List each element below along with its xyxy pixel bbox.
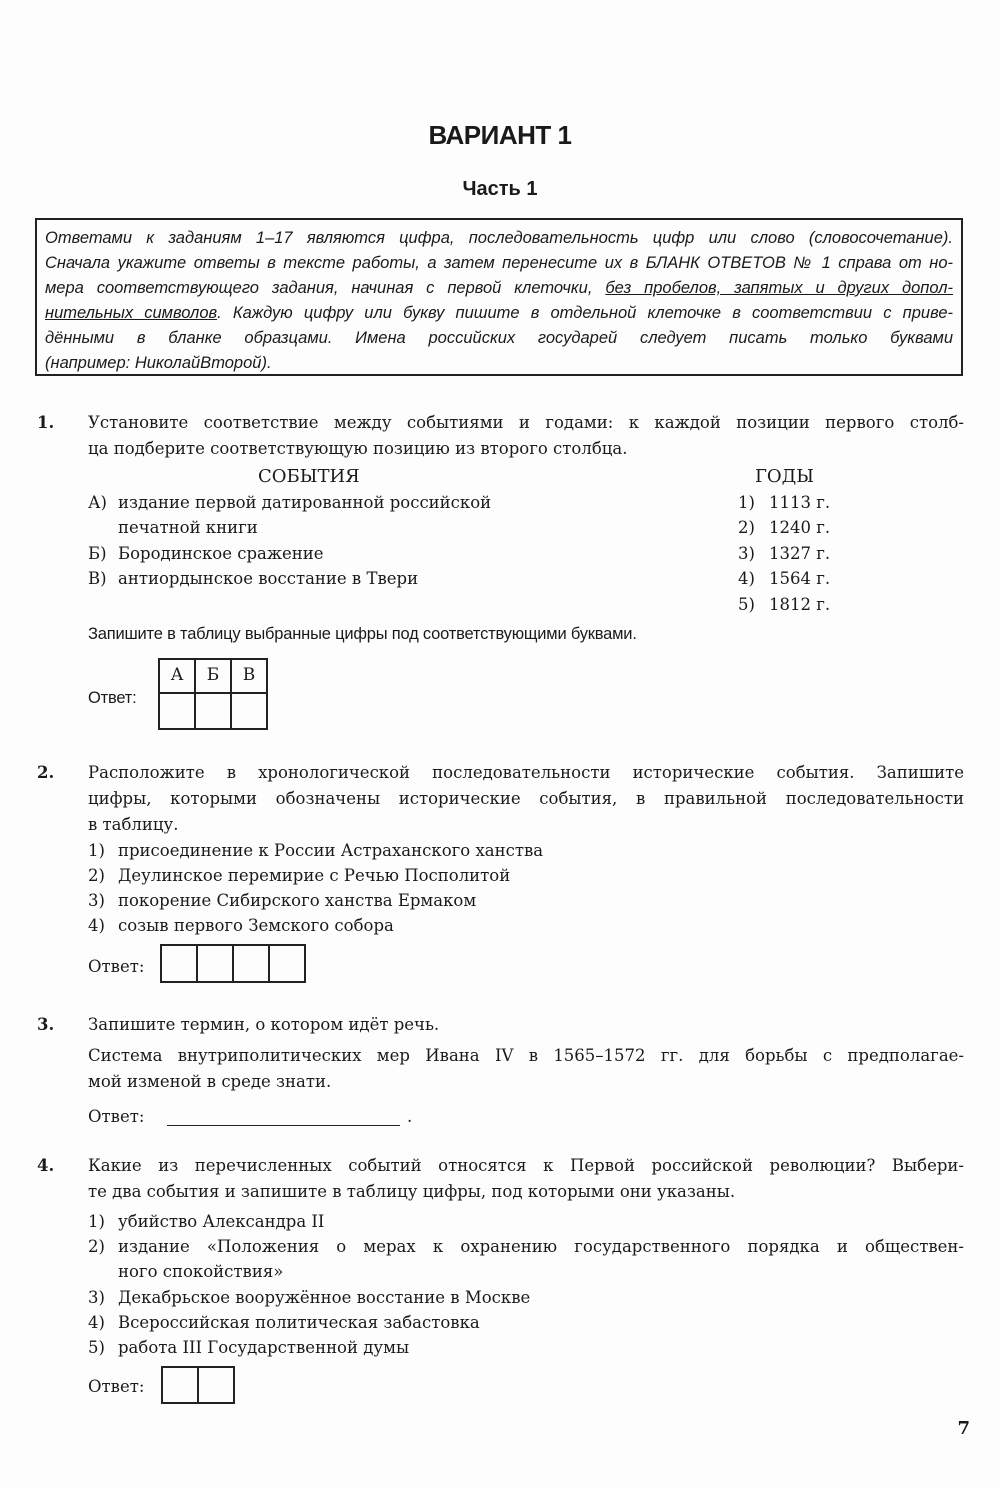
question-number: 1. [37, 413, 55, 432]
instruction-line: (например: НиколайВторой). [45, 354, 272, 372]
year-label: 4) [738, 569, 755, 588]
answer-label: Ответ: [88, 1107, 145, 1126]
option-text: работа III Государственной думы [118, 1338, 410, 1357]
answer-table-sequence [160, 944, 306, 983]
question-text: в таблицу. [88, 815, 179, 834]
year-value: 1564 г. [769, 569, 831, 588]
question-text: ца подберите соответствующую позицию из второго столбца. [88, 439, 628, 458]
answer-header-b: Б [195, 659, 231, 693]
instruction-underlined: без пробелов, запятых и других допол- [605, 279, 953, 297]
year-label: 1) [738, 493, 755, 512]
years-header: ГОДЫ [755, 466, 815, 487]
question-text: Система внутриполитических мер Ивана IV в 1565–1572 гг. для борьбы с предполагае- [88, 1046, 964, 1065]
question-number: 4. [37, 1156, 55, 1175]
instructions-box [35, 218, 963, 376]
option-label: 2) [88, 1237, 105, 1256]
option-text: покорение Сибирского ханства Ермаком [118, 891, 477, 910]
option-label: 3) [88, 891, 105, 910]
option-text: убийство Александра II [118, 1212, 325, 1231]
answer-header-a: А [159, 659, 195, 693]
question-text: те два события и запишите в таблицу цифры, под которыми они указаны. [88, 1182, 736, 1201]
question-text: Какие из перечисленных событий относятся к Первой российской революции? Выбери- [88, 1156, 964, 1175]
variant-title: ВАРИАНТ 1 [428, 120, 572, 150]
event-label: А) [88, 493, 107, 512]
option-text: присоединение к России Астраханского ханства [118, 841, 544, 860]
instruction-line: дёнными в бланке образцами. Имена российских государей следует писать только буквами [45, 329, 953, 347]
answer-cell-b[interactable] [195, 693, 231, 729]
event-label: В) [88, 569, 107, 588]
question-text: мой изменой в среде знати. [88, 1072, 332, 1091]
instruction-line: Ответами к заданиям 1–17 являются цифра, последовательность цифр или слово (словосочетание). [45, 229, 953, 247]
question-number: 2. [37, 763, 55, 782]
answer-cell[interactable] [162, 1367, 198, 1403]
year-value: 1327 г. [769, 544, 831, 563]
option-text: издание «Положения о мерах к охранению государственного порядка и обществен- [118, 1237, 964, 1256]
year-value: 1113 г. [769, 493, 831, 512]
event-label: Б) [88, 544, 107, 563]
answer-input-line[interactable] [167, 1102, 400, 1126]
answer-table-abv [158, 658, 268, 730]
option-text: созыв первого Земского собора [118, 916, 394, 935]
question-number: 3. [37, 1015, 55, 1034]
option-text: Всероссийская политическая забастовка [118, 1313, 480, 1332]
event-text: антиордынское восстание в Твери [118, 569, 419, 588]
answer-label: Ответ: [88, 1377, 145, 1396]
option-label: 1) [88, 1212, 105, 1231]
answer-cell[interactable] [197, 945, 233, 982]
option-label: 4) [88, 1313, 105, 1332]
year-value: 1812 г. [769, 595, 831, 614]
answer-cell-v[interactable] [231, 693, 267, 729]
event-text: печатной книги [118, 518, 258, 537]
answer-cell[interactable] [233, 945, 269, 982]
answer-table-two [161, 1366, 235, 1404]
year-label: 3) [738, 544, 755, 563]
page-number: 7 [957, 1418, 970, 1439]
question-text: Расположите в хронологической последовательности исторические события. Запишите [88, 763, 964, 782]
answer-header-v: В [231, 659, 267, 693]
instruction-line: Сначала укажите ответы в тексте работы, а затем перенесите их в БЛАНК ОТВЕТОВ № 1 справа от но- [45, 254, 953, 272]
answer-cell[interactable] [161, 945, 197, 982]
option-text: ного спокойствия» [118, 1262, 284, 1281]
event-text: Бородинское сражение [118, 544, 324, 563]
option-text: Деулинское перемирие с Речью Посполитой [118, 866, 511, 885]
option-label: 4) [88, 916, 105, 935]
year-value: 1240 г. [769, 518, 831, 537]
option-label: 3) [88, 1288, 105, 1307]
option-label: 5) [88, 1338, 105, 1357]
question-prompt: Запишите термин, о котором идёт речь. [88, 1015, 440, 1034]
option-label: 1) [88, 841, 105, 860]
answer-end-dot: . [407, 1107, 413, 1126]
answer-cell[interactable] [269, 945, 305, 982]
question-text: Установите соответствие между событиями и годами: к каждой позиции первого столб- [88, 413, 964, 432]
part-title: Часть 1 [462, 178, 538, 200]
table-instruction: Запишите в таблицу выбранные цифры под соответствующими буквами. [88, 625, 637, 643]
year-label: 5) [738, 595, 755, 614]
question-text: цифры, которыми обозначены исторические события, в правильной последовательности [88, 789, 964, 808]
year-label: 2) [738, 518, 755, 537]
instruction-line: мера соответствующего задания, начиная с первой клеточки, без пробелов, запятых и других допол- [45, 279, 953, 297]
option-label: 2) [88, 866, 105, 885]
instruction-underlined: нительных символов [45, 304, 218, 322]
answer-cell-a[interactable] [159, 693, 195, 729]
answer-label: Ответ: [88, 689, 137, 707]
answer-label: Ответ: [88, 957, 145, 976]
instruction-line: нительных символов. Каждую цифру или букву пишите в отдельной клеточке в соответствии с приве- [45, 304, 953, 322]
answer-cell[interactable] [198, 1367, 234, 1403]
event-text: издание первой датированной российской [118, 493, 492, 512]
option-text: Декабрьское вооружённое восстание в Москве [118, 1288, 531, 1307]
events-header: СОБЫТИЯ [258, 466, 360, 487]
